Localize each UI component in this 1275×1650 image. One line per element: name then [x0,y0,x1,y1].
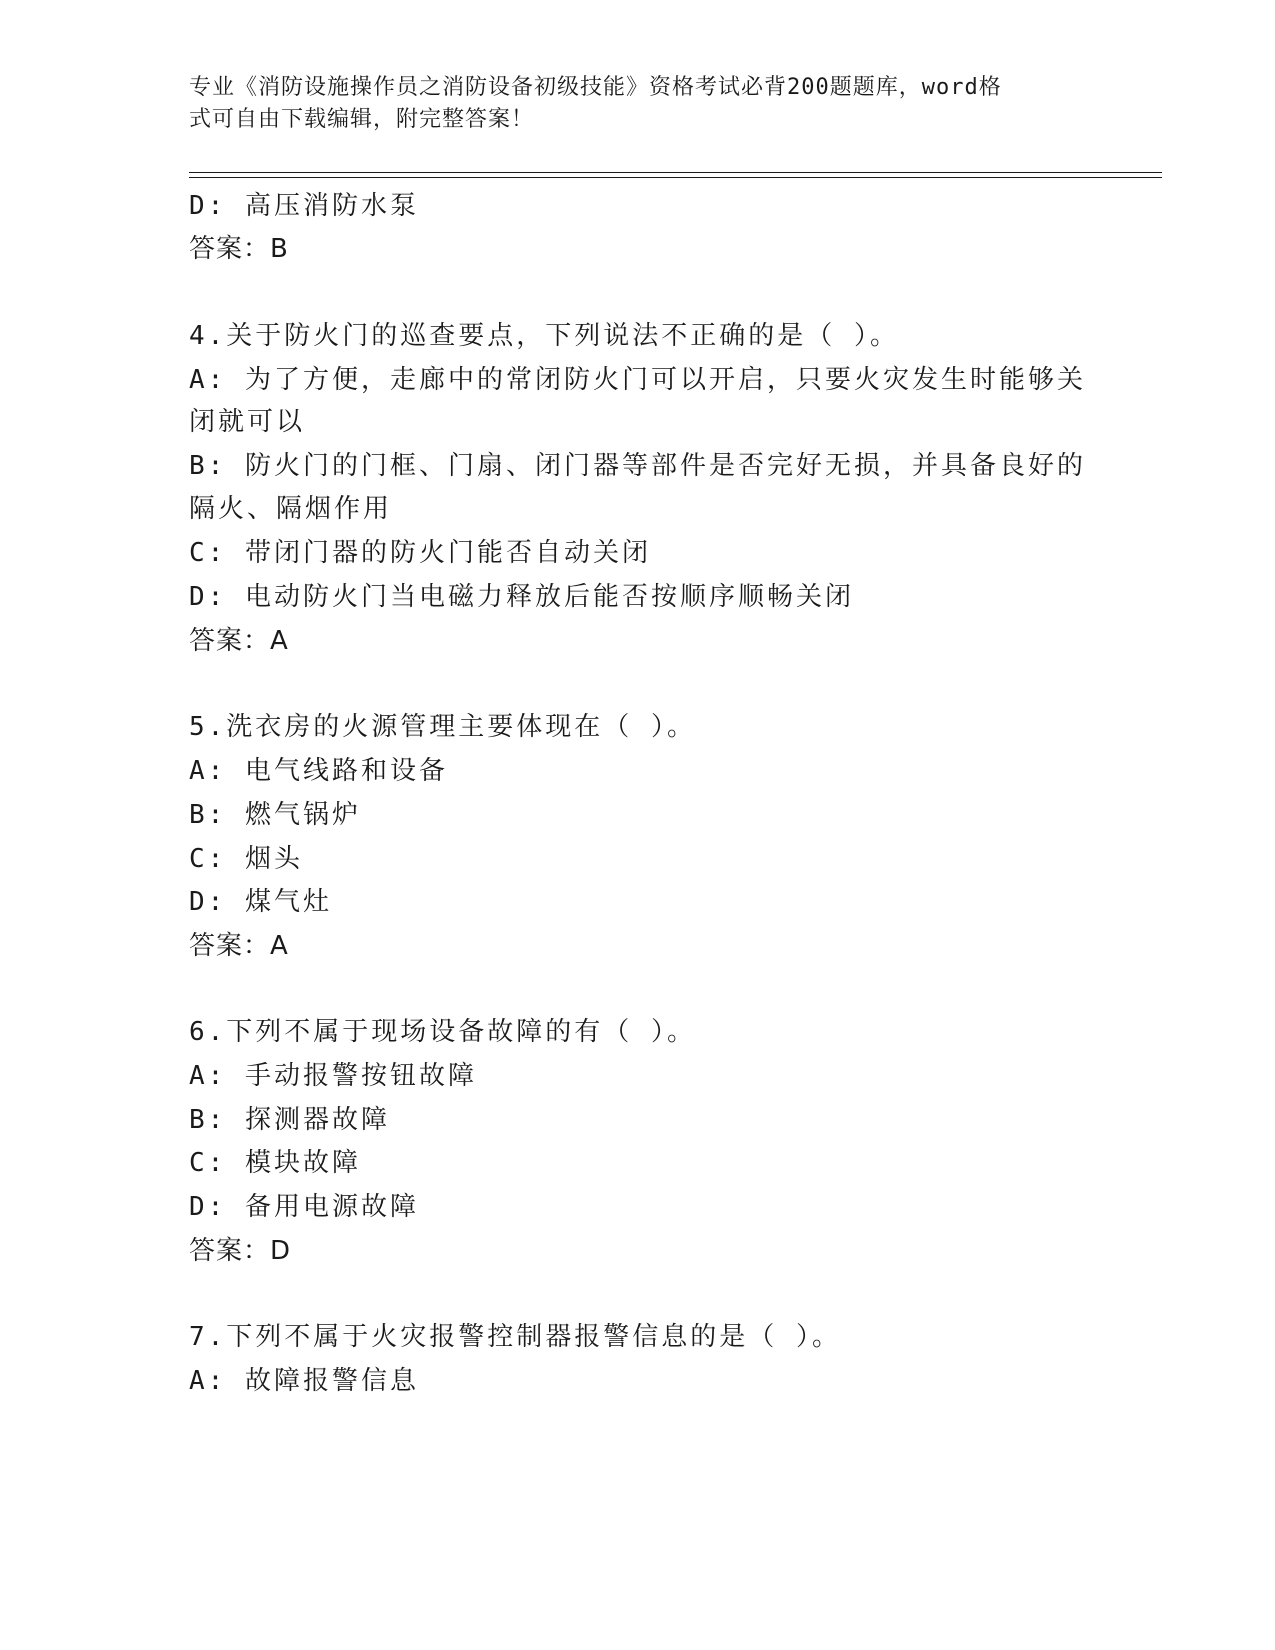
q6-option-b: B: 探测器故障 [189,1105,390,1135]
q4-option-d: D: 电动防火门当电磁力释放后能否按顺序顺畅关闭 [189,582,854,612]
header-rule-top [189,172,1162,173]
q4-option-b-line1: B: 防火门的门框、门扇、闭门器等部件是否完好无损，并具备良好的 [189,451,1086,481]
q5-question: 5.洗衣房的火源管理主要体现在（ ）。 [189,712,696,742]
document-header [189,72,1079,136]
q6-option-d: D: 备用电源故障 [189,1192,419,1222]
q7-question: 7.下列不属于火灾报警控制器报警信息的是（ ）。 [189,1322,841,1352]
q5-option-a: A: 电气线路和设备 [189,756,448,786]
q3-answer: 答案：B [189,234,289,264]
q4-question: 4.关于防火门的巡查要点，下列说法不正确的是（ ）。 [189,321,899,351]
q6-answer: 答案：D [189,1236,292,1266]
q5-option-c: C: 烟头 [189,844,303,874]
q3-option-d: D: 高压消防水泵 [189,191,419,221]
q4-option-b-line2: 隔火、隔烟作用 [189,494,393,524]
q6-option-a: A: 手动报警按钮故障 [189,1061,477,1091]
q4-answer: 答案：A [189,626,289,656]
q5-option-b: B: 燃气锅炉 [189,800,361,830]
q7-option-a: A: 故障报警信息 [189,1366,419,1396]
q6-question: 6.下列不属于现场设备故障的有（ ）。 [189,1017,696,1047]
q4-option-c: C: 带闭门器的防火门能否自动关闭 [189,538,651,568]
header-line-1: 专业《消防设施操作员之消防设备初级技能》资格考试必背200题题库，word格 [189,75,1002,100]
q5-answer: 答案：A [189,931,289,961]
q5-option-d: D: 煤气灶 [189,887,332,917]
q4-option-a-line2: 闭就可以 [189,407,306,437]
q6-option-c: C: 模块故障 [189,1148,361,1178]
header-line-2: 式可自由下载编辑，附完整答案！ [189,107,535,132]
header-rule-bottom [189,177,1162,178]
q4-option-a-line1: A: 为了方便，走廊中的常闭防火门可以开启，只要火灾发生时能够关 [189,365,1086,395]
